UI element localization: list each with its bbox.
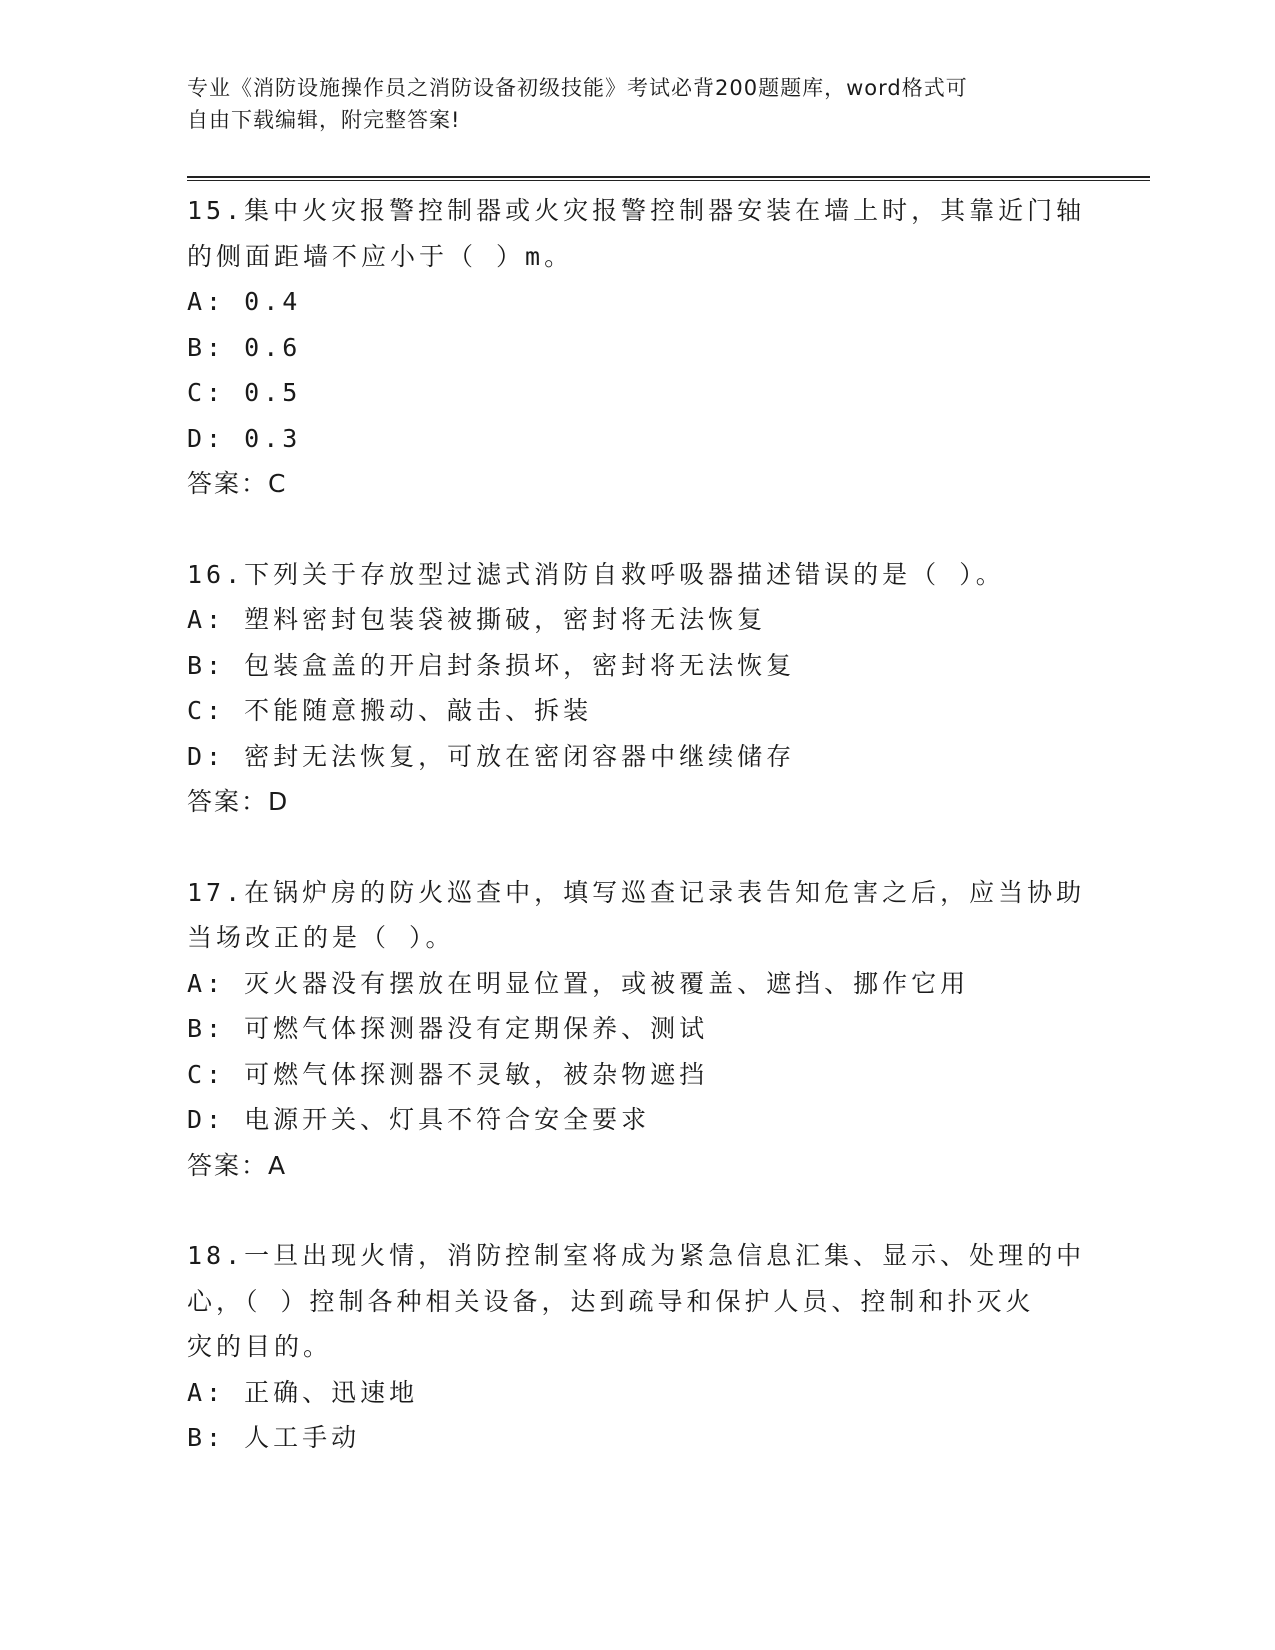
question-stem-line: 18.一旦出现火情，消防控制室将成为紧急信息汇集、显示、处理的中 bbox=[187, 1241, 1086, 1270]
answer-line: 答案：C bbox=[187, 469, 288, 498]
document-header bbox=[187, 72, 1087, 136]
question-stem-line: 15.集中火灾报警控制器或火灾报警控制器安装在墙上时，其靠近门轴 bbox=[187, 196, 1086, 225]
question-15 bbox=[187, 188, 1087, 507]
option-c: C: 可燃气体探测器不灵敏，被杂物遮挡 bbox=[187, 1059, 709, 1089]
answer-line: 答案：A bbox=[187, 1150, 288, 1180]
option-a: A: 0.4 bbox=[187, 287, 302, 316]
option-d: D: 0.3 bbox=[187, 423, 302, 453]
question-stem-line: 当场改正的是（ ）。 bbox=[187, 923, 455, 952]
question-stem-line: 灾的目的。 bbox=[187, 1332, 333, 1361]
header-divider bbox=[187, 176, 1150, 181]
question-stem-line: 的侧面距墙不应小于（ ）m。 bbox=[187, 241, 574, 271]
option-c: C: 不能随意搬动、敲击、拆装 bbox=[187, 696, 593, 725]
divider-thin-line bbox=[187, 180, 1150, 181]
option-b: B: 0.6 bbox=[187, 332, 302, 362]
option-b: B: 可燃气体探测器没有定期保养、测试 bbox=[187, 1014, 709, 1043]
option-a: A: 塑料密封包装袋被撕破，密封将无法恢复 bbox=[187, 605, 767, 634]
question-list bbox=[187, 188, 1087, 1506]
option-d: D: 电源开关、灯具不符合安全要求 bbox=[187, 1105, 651, 1134]
option-d: D: 密封无法恢复，可放在密闭容器中继续储存 bbox=[187, 741, 796, 771]
option-b: B: 人工手动 bbox=[187, 1423, 361, 1452]
question-stem-line: 心，（ ）控制各种相关设备，达到疏导和保护人员、控制和扑灭火 bbox=[187, 1286, 1035, 1316]
answer-line: 答案：D bbox=[187, 787, 290, 816]
option-b: B: 包装盒盖的开启封条损坏，密封将无法恢复 bbox=[187, 650, 796, 680]
option-a: A: 灭火器没有摆放在明显位置，或被覆盖、遮挡、挪作它用 bbox=[187, 968, 970, 998]
question-17 bbox=[187, 870, 1087, 1189]
question-stem-line: 16.下列关于存放型过滤式消防自救呼吸器描述错误的是（ ）。 bbox=[187, 559, 1005, 589]
header-line-2: 自由下载编辑，附完整答案! bbox=[187, 108, 461, 132]
question-16 bbox=[187, 552, 1087, 825]
option-a: A: 正确、迅速地 bbox=[187, 1377, 419, 1407]
option-c: C: 0.5 bbox=[187, 378, 302, 407]
divider-thick-line bbox=[187, 176, 1150, 178]
question-stem-line: 17.在锅炉房的防火巡查中，填写巡查记录表告知危害之后，应当协助 bbox=[187, 877, 1086, 907]
header-line-1: 专业《消防设施操作员之消防设备初级技能》考试必背200题题库，word格式可 bbox=[187, 76, 968, 100]
question-18 bbox=[187, 1233, 1087, 1461]
